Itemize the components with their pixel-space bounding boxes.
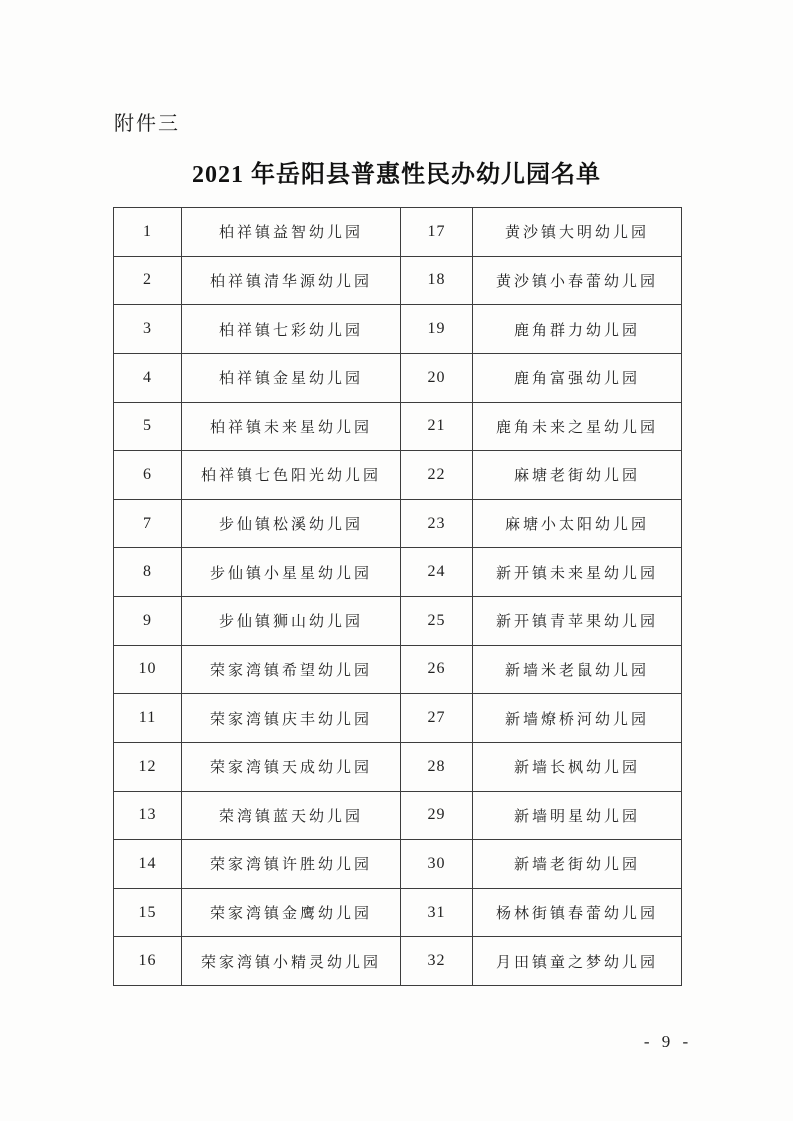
kindergarten-table: [113, 207, 682, 986]
serial-number-right: 22: [401, 451, 473, 500]
table-row: [114, 840, 682, 889]
serial-number-right: 32: [401, 937, 473, 986]
table-row: [114, 256, 682, 305]
serial-number-left: 9: [114, 597, 182, 646]
serial-number-right: 18: [401, 256, 473, 305]
serial-number-left: 11: [114, 694, 182, 743]
table-row: [114, 791, 682, 840]
serial-number-right: 25: [401, 597, 473, 646]
table-row: [114, 305, 682, 354]
serial-number-right: 19: [401, 305, 473, 354]
serial-number-left: 5: [114, 402, 182, 451]
table-row: [114, 888, 682, 937]
kindergarten-name-left: 步仙镇小星星幼儿园: [182, 548, 401, 597]
serial-number-right: 17: [401, 208, 473, 257]
serial-number-left: 10: [114, 645, 182, 694]
table-row: [114, 353, 682, 402]
kindergarten-name-right: 新墙长枫幼儿园: [473, 742, 682, 791]
table-row: [114, 548, 682, 597]
table-row: [114, 499, 682, 548]
kindergarten-table-body: [114, 208, 682, 986]
serial-number-left: 16: [114, 937, 182, 986]
serial-number-left: 4: [114, 353, 182, 402]
kindergarten-name-right: 新墙老街幼儿园: [473, 840, 682, 889]
kindergarten-name-right: 月田镇童之梦幼儿园: [473, 937, 682, 986]
kindergarten-name-right: 麻塘老街幼儿园: [473, 451, 682, 500]
serial-number-left: 7: [114, 499, 182, 548]
kindergarten-name-right: 鹿角群力幼儿园: [473, 305, 682, 354]
table-row: [114, 451, 682, 500]
page-number: - 9 -: [643, 1032, 693, 1051]
serial-number-right: 31: [401, 888, 473, 937]
table-row: [114, 208, 682, 257]
kindergarten-name-right: 新开镇青苹果幼儿园: [473, 597, 682, 646]
serial-number-left: 12: [114, 742, 182, 791]
kindergarten-name-right: 新墙明星幼儿园: [473, 791, 682, 840]
kindergarten-name-right: 黄沙镇大明幼儿园: [473, 208, 682, 257]
kindergarten-name-left: 荣家湾镇小精灵幼儿园: [182, 937, 401, 986]
kindergarten-name-right: 鹿角富强幼儿园: [473, 353, 682, 402]
serial-number-right: 28: [401, 742, 473, 791]
kindergarten-name-left: 荣家湾镇许胜幼儿园: [182, 840, 401, 889]
table-row: [114, 937, 682, 986]
serial-number-left: 1: [114, 208, 182, 257]
serial-number-right: 21: [401, 402, 473, 451]
kindergarten-name-left: 荣家湾镇希望幼儿园: [182, 645, 401, 694]
kindergarten-name-right: 鹿角未来之星幼儿园: [473, 402, 682, 451]
kindergarten-name-left: 柏祥镇清华源幼儿园: [182, 256, 401, 305]
kindergarten-name-right: 新墙米老鼠幼儿园: [473, 645, 682, 694]
kindergarten-name-right: 新开镇未来星幼儿园: [473, 548, 682, 597]
kindergarten-name-left: 柏祥镇金星幼儿园: [182, 353, 401, 402]
kindergarten-name-left: 荣家湾镇金鹰幼儿园: [182, 888, 401, 937]
kindergarten-name-left: 步仙镇松溪幼儿园: [182, 499, 401, 548]
table-row: [114, 694, 682, 743]
kindergarten-name-right: 黄沙镇小春蕾幼儿园: [473, 256, 682, 305]
serial-number-right: 24: [401, 548, 473, 597]
serial-number-left: 8: [114, 548, 182, 597]
serial-number-right: 23: [401, 499, 473, 548]
kindergarten-name-left: 步仙镇狮山幼儿园: [182, 597, 401, 646]
serial-number-left: 6: [114, 451, 182, 500]
serial-number-right: 20: [401, 353, 473, 402]
serial-number-right: 26: [401, 645, 473, 694]
serial-number-left: 15: [114, 888, 182, 937]
serial-number-right: 30: [401, 840, 473, 889]
page-title: 2021 年岳阳县普惠性民办幼儿园名单: [192, 162, 601, 188]
kindergarten-name-right: 杨林街镇春蕾幼儿园: [473, 888, 682, 937]
serial-number-right: 29: [401, 791, 473, 840]
serial-number-right: 27: [401, 694, 473, 743]
kindergarten-name-right: 麻塘小太阳幼儿园: [473, 499, 682, 548]
serial-number-left: 13: [114, 791, 182, 840]
table-row: [114, 402, 682, 451]
serial-number-left: 3: [114, 305, 182, 354]
table-row: [114, 742, 682, 791]
kindergarten-name-left: 柏祥镇益智幼儿园: [182, 208, 401, 257]
attachment-label: 附件三: [114, 113, 180, 135]
table-row: [114, 645, 682, 694]
kindergarten-name-left: 荣家湾镇天成幼儿园: [182, 742, 401, 791]
kindergarten-name-left: 荣湾镇蓝天幼儿园: [182, 791, 401, 840]
serial-number-left: 2: [114, 256, 182, 305]
kindergarten-name-right: 新墙燎桥河幼儿园: [473, 694, 682, 743]
kindergarten-name-left: 荣家湾镇庆丰幼儿园: [182, 694, 401, 743]
serial-number-left: 14: [114, 840, 182, 889]
kindergarten-name-left: 柏祥镇未来星幼儿园: [182, 402, 401, 451]
kindergarten-name-left: 柏祥镇七色阳光幼儿园: [182, 451, 401, 500]
kindergarten-name-left: 柏祥镇七彩幼儿园: [182, 305, 401, 354]
table-row: [114, 597, 682, 646]
